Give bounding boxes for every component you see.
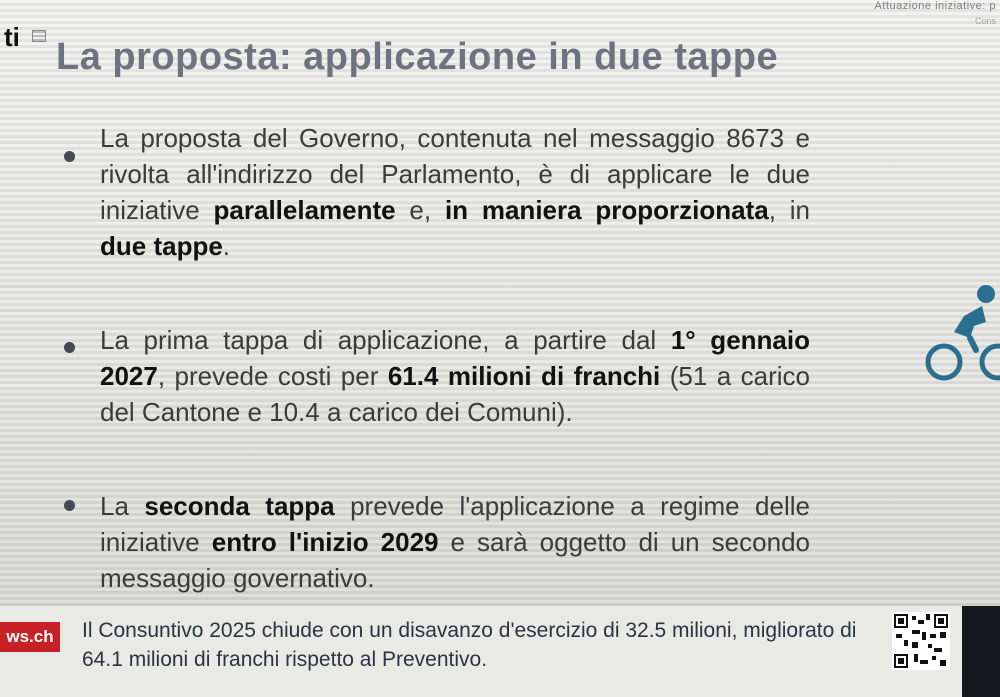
logo-mark-icon bbox=[32, 30, 46, 42]
bullet-segment: . bbox=[222, 231, 231, 261]
bullet-segment: 1° gennaio 2027 bbox=[100, 325, 810, 391]
channel-logo: ti bbox=[4, 22, 20, 52]
qr-code-icon bbox=[892, 612, 950, 670]
bullet-segment: parallelamente bbox=[213, 195, 396, 225]
bullet-text-1 bbox=[100, 120, 810, 264]
bullet-text-2 bbox=[100, 322, 810, 430]
bullet-segment: (51 a carico del Cantone e 10.4 a carico dei Comuni). bbox=[100, 361, 810, 427]
bullet-segment: La proposta del Governo, contenuta nel messaggio 8673 e rivolta all'indirizzo del Parlamento, è di applicare le due iniziative bbox=[100, 123, 810, 225]
bullet-segment: La prima tappa di applicazione, a partire dal bbox=[100, 325, 671, 355]
bullet-segment: seconda tappa bbox=[144, 491, 335, 521]
bullet-segment: , in bbox=[768, 195, 810, 225]
bullet-segment: 61.4 milioni di franchi bbox=[387, 361, 661, 391]
bullet-segment: La bbox=[100, 491, 145, 521]
bullet-segment: e sarà oggetto di un secondo messaggio governativo. bbox=[100, 527, 810, 593]
news-ticker bbox=[0, 606, 1000, 697]
bullet-segment: in maniera proporzionata bbox=[444, 195, 769, 225]
bullet-segment: e, bbox=[395, 195, 445, 225]
bullet-dot-icon bbox=[64, 500, 75, 511]
bullet-segment: due tappe bbox=[100, 231, 223, 261]
screen-edge bbox=[962, 606, 1000, 697]
bullet-segment: prevede l'applicazione a regime delle iniziative bbox=[100, 491, 810, 557]
ticker-headline: Il Consuntivo 2025 chiude con un disavanzo d'esercizio di 32.5 milioni, migliorato di 64.1 milioni di franchi rispetto al Preventivo. bbox=[82, 619, 857, 671]
bullet-dot-icon bbox=[64, 342, 75, 353]
slide-caption: Attuazione iniziative: p bbox=[874, 0, 996, 12]
bullet-dot-icon bbox=[64, 151, 75, 162]
slide-title: La proposta: applicazione in due tappe bbox=[56, 36, 779, 78]
slide-caption-small: Cons bbox=[974, 16, 996, 26]
cyclist-icon bbox=[924, 282, 1000, 392]
ticker-source-badge: ws.ch bbox=[0, 622, 60, 652]
bullet-segment: entro l'inizio 2029 bbox=[211, 527, 439, 557]
bullet-text-3 bbox=[100, 488, 810, 596]
bullet-segment: , prevede costi per bbox=[157, 361, 388, 391]
